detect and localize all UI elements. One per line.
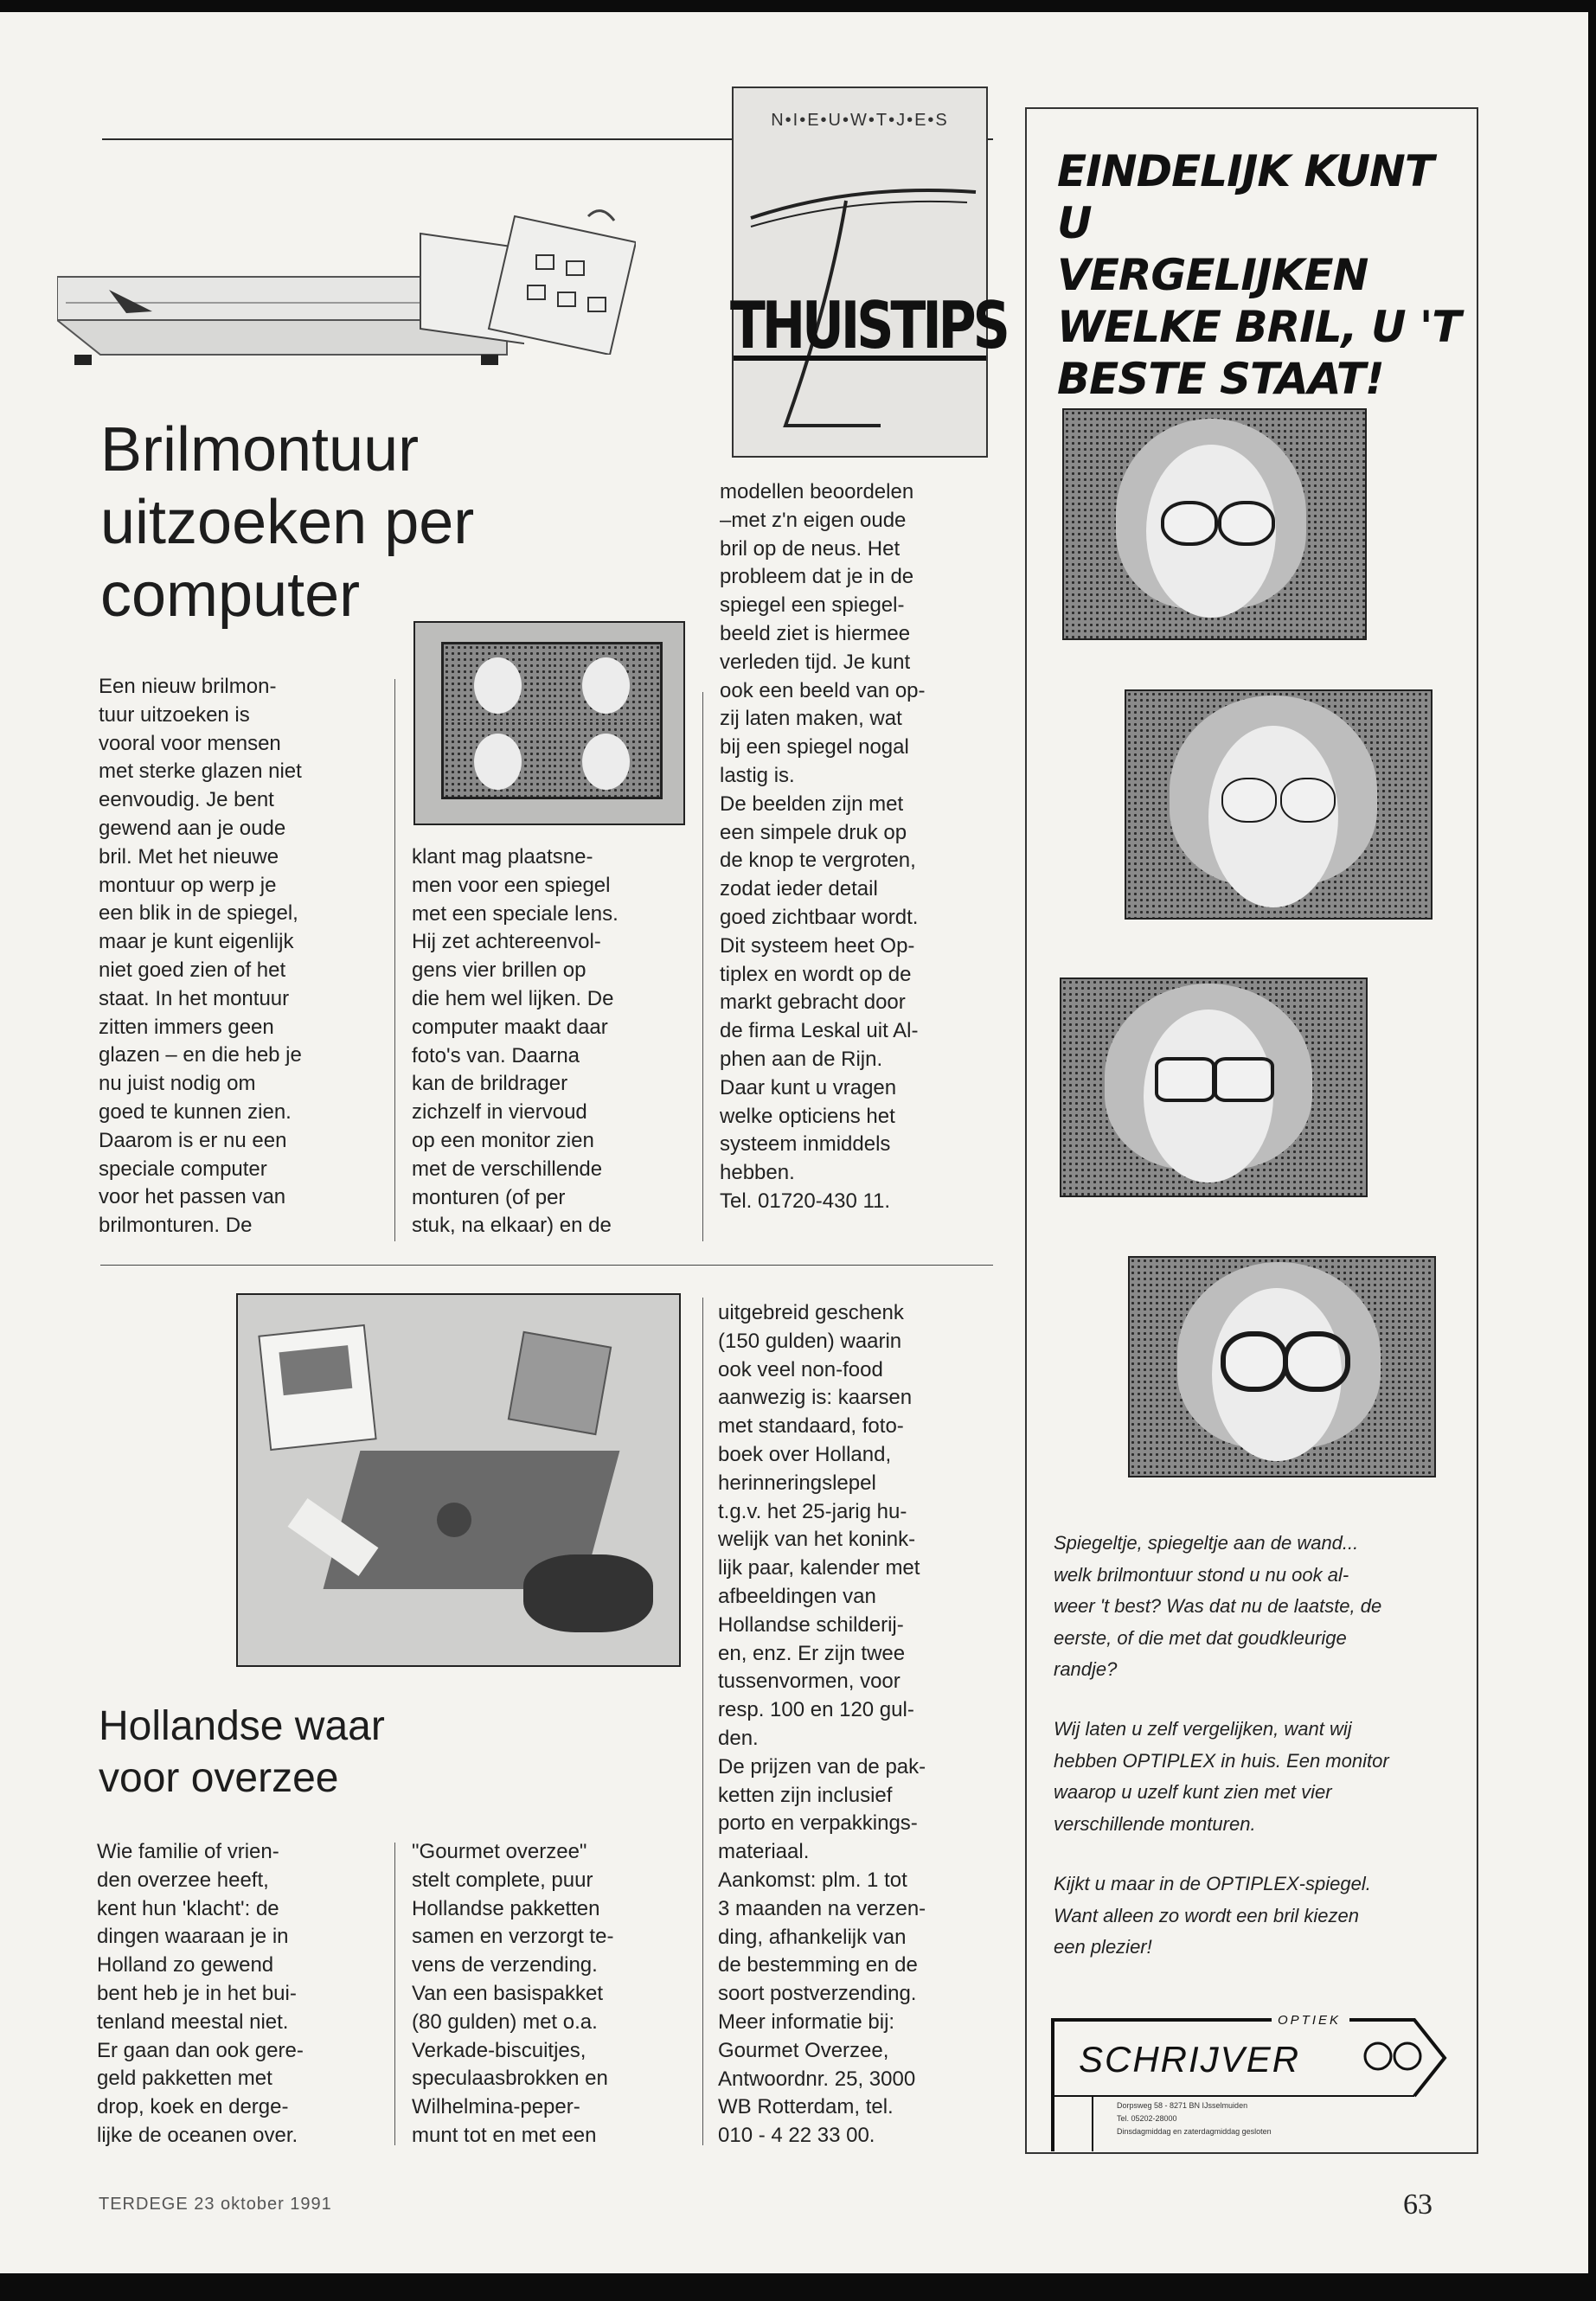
article2-column-3: uitgebreid geschenk (150 gulden) waarin ook veel non-food aanwezig is: kaarsen met standaard, foto- boek over Holland, herinneringslepel t.g.v. het 25-jarig hu- welijk van het konink- lijk paar, kalender met afbeeldingen van Hollandse schilderij- en, enz. Er zijn twee tussenvormen, voor resp. 100 en 120 gul- den. De prijzen van de pak- ketten zijn inclusief porto en verpakkings- materiaal. Aankomst: plm. 1 tot 3 maanden na verzen- ding, afhankelijk van de bestemming en de soort postverzending. Meer informatie bij: Gourmet Overzee, Antwoordnr. 25, 3000 WB Rotterdam, tel. 010 - 4 22 33 00. bbox=[718, 1301, 926, 2148]
article1-headline: Brilmontuur uitzoeken per computer bbox=[100, 415, 475, 630]
thuistips-logo bbox=[730, 87, 1007, 458]
thuistips-title: THUISTIPS bbox=[730, 288, 1007, 364]
ad-paragraph-3: Kijkt u maar in de OPTIPLEX-spiegel. Want alleen zo wordt een bril kiezen een plezier! bbox=[1054, 1873, 1371, 1958]
column-divider bbox=[394, 679, 395, 1241]
article1-column-1: Een nieuw brilmon- tuur uitzoeken is vooral voor mensen met sterke glazen niet eenvoudig. Je bent gewend aan je oude bril. Met het nieuwe montuur op werp je een blik in de spiegel, maar je kunt eigenlijk niet goed zien of het staat. In het montuur zitten immers geen glazen – en die heb je nu juist nodig om goed te kunnen zien. Daarom is er nu een speciale computer voor het passen van brilmonturen. De bbox=[99, 675, 302, 1238]
portrait-photo-2 bbox=[1125, 689, 1433, 920]
portrait-photo-4 bbox=[1128, 1256, 1436, 1477]
ad-headline: EINDELIJK KUNT U VERGELIJKEN WELKE BRIL, U 'T BESTE STAAT! bbox=[1057, 146, 1461, 404]
column-divider bbox=[394, 1843, 395, 2145]
top-border bbox=[0, 0, 1596, 12]
article1-column-3: modellen beoordelen –met z'n eigen oude bril op de neus. Het probleem dat je in de spiegel een spiegel- beeld ziet is hiermee verleden tijd. Je kunt ook een beeld van op- zij laten maken, wat bij een spiegel nogal lastig is. De beelden zijn met een simpele druk op de knop te vergroten, zodat ieder detail goed zichtbaar wordt. Dit systeem heet Op- tiplex en wordt op de markt gebracht door de firma Leskal uit Al- phen aan de Rijn. Daar kunt u vragen welke opticiens het systeem inmiddels hebben. Tel. 01720-430 11. bbox=[720, 480, 926, 1213]
article2-column-1: Wie familie of vrien- den overzee heeft, kent hun 'klacht': de dingen waaraan je in Holland zo gewend bent heb je in het bui- tenland meestal niet. Er gaan dan ook gere- geld pakketten met drop, koek en derge- lijke de oceanen over. bbox=[97, 1840, 304, 2147]
portrait-photo-1 bbox=[1062, 408, 1367, 640]
logo-hours: Dinsdagmiddag en zaterdagmiddag gesloten bbox=[1117, 2127, 1272, 2136]
gift-package-photo bbox=[236, 1293, 681, 1667]
optiplex-device-illustration bbox=[57, 216, 524, 372]
remote-control-illustration bbox=[484, 208, 636, 355]
logo-address: Dorpsweg 58 - 8271 BN IJsselmuiden bbox=[1117, 2101, 1248, 2110]
right-border bbox=[1588, 0, 1596, 2301]
column-divider bbox=[702, 692, 703, 1241]
ad-paragraph-2: Wij laten u zelf vergelijken, want wij hebben OPTIPLEX in huis. Een monitor waarop u uzelf kunt zien met vier verschillende monturen. bbox=[1054, 1718, 1389, 1835]
monitor-four-faces-photo bbox=[413, 621, 685, 825]
column-divider bbox=[702, 1298, 703, 2145]
footer-publication: TERDEGE 23 oktober 1991 bbox=[99, 2195, 332, 2214]
portrait-photo-3 bbox=[1060, 977, 1368, 1197]
article2-headline: Hollandse waar voor overzee bbox=[99, 1703, 385, 1801]
logo-schrijver-name: SCHRIJVER bbox=[1079, 2039, 1301, 2080]
article2-column-2: "Gourmet overzee" stelt complete, puur Hollandse pakketten samen en verzorgt te- vens de verzending. Van een basispakket (80 gulden) met o.a. Verkade-biscuitjes, speculaasbrokken en Wilhelmina-peper- munt tot en met een bbox=[412, 1840, 614, 2147]
thuistips-series-label: N•I•E•U•W•T•J•E•S bbox=[771, 111, 949, 130]
section-divider-rule bbox=[100, 1265, 993, 1266]
logo-optiek-label: OPTIEK bbox=[1278, 2013, 1342, 2028]
page-number: 63 bbox=[1403, 2189, 1433, 2221]
bottom-border bbox=[0, 2273, 1596, 2301]
ad-paragraph-1: Spiegeltje, spiegeltje aan de wand... welk brilmontuur stond u nu ook al- weer 't best? Was dat nu de laatste, de eerste, of die met dat goudkleurige randje? bbox=[1054, 1532, 1382, 1680]
article1-column-2: klant mag plaatsne- men voor een spiegel met een speciale lens. Hij zet achtereenvol- gens vier brillen op die hem wel lijken. De computer maakt daar foto's van. Daarna kan de brildrager zichzelf in viervoud op een monitor zien met de verschillende monturen (of per stuk, na elkaar) en de bbox=[412, 845, 619, 1238]
logo-phone: Tel. 05202-28000 bbox=[1117, 2114, 1177, 2123]
optiek-schrijver-logo bbox=[1051, 2013, 1458, 2151]
